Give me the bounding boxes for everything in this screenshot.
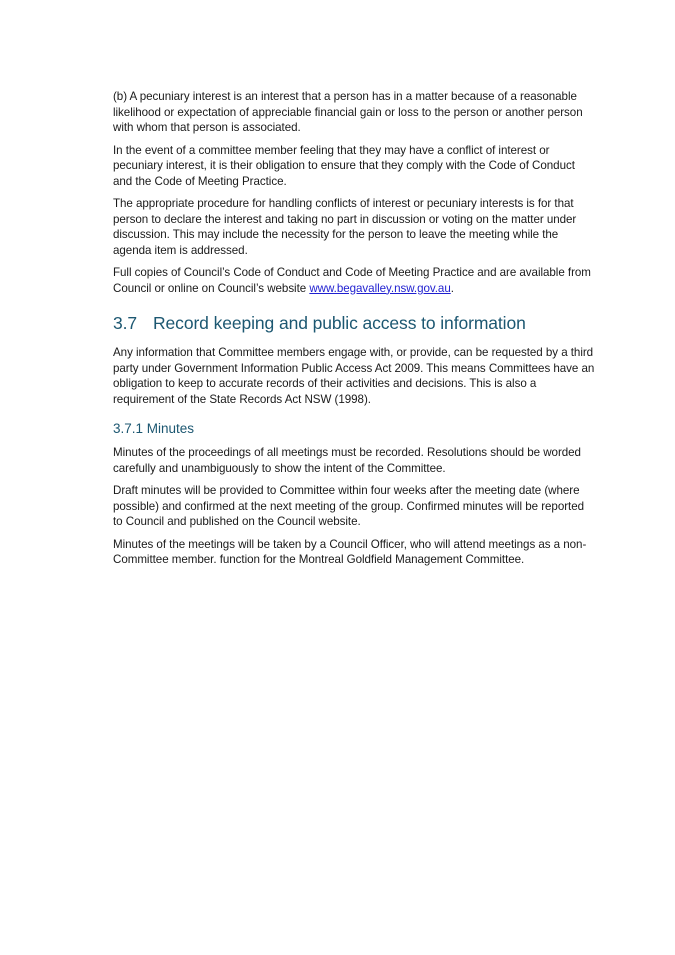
document-body <box>113 89 595 575</box>
council-website-link[interactable]: www.begavalley.nsw.gov.au <box>309 281 451 295</box>
paragraph-minutes-recorded: Minutes of the proceedings of all meetings must be recorded. Resolutions should be worded carefully and unambiguously to show the intent of the Committee. <box>113 446 581 475</box>
paragraph-conflict-obligation: In the event of a committee member feeling that they may have a conflict of interest or pecuniary interest, it is their obligation to ensure that they comply with the Code of Conduct and the Code of Meeting Practice. <box>113 143 575 188</box>
section-number: 3.7 <box>113 313 138 333</box>
section-heading-3-7 <box>113 312 595 334</box>
subsection-heading-minutes: 3.7.1 Minutes <box>113 421 195 436</box>
section-title: Record keeping and public access to information <box>153 313 526 333</box>
full-copies-text: Full copies of Council’s Code of Conduct and Code of Meeting Practice and are available from Council or online on Council’s website <box>113 266 591 295</box>
paragraph-full-copies <box>113 265 595 296</box>
paragraph-minutes-officer: Minutes of the meetings will be taken by a Council Officer, who will attend meetings as a non-Committee member. function for the Montreal Goldfield Management Committee. <box>113 537 587 566</box>
paragraph-procedure: The appropriate procedure for handling conflicts of interest or pecuniary interests is for that person to declare the interest and taking no part in discussion or voting on the matter under discussion. This may include the necessity for the person to leave the meeting while the agenda item is addressed. <box>113 197 577 257</box>
full-copies-end: . <box>450 281 454 295</box>
paragraph-pecuniary-definition: (b) A pecuniary interest is an interest that a person has in a matter because of a reasonable likelihood or expectation of appreciable financial gain or loss to the person or another person with whom that person is associated. <box>113 90 583 134</box>
paragraph-draft-minutes: Draft minutes will be provided to Committee within four weeks after the meeting date (where possible) and confirmed at the next meeting of the group. Confirmed minutes will be reported to Council and published on the Council website. <box>113 484 584 528</box>
paragraph-record-keeping: Any information that Committee members engage with, or provide, can be requested by a third party under Government Information Public Access Act 2009. This means Committees have an obligation to keep to accurate records of their activities and decisions. This is also a requirement of the State Records Act NSW (1998). <box>113 346 595 406</box>
